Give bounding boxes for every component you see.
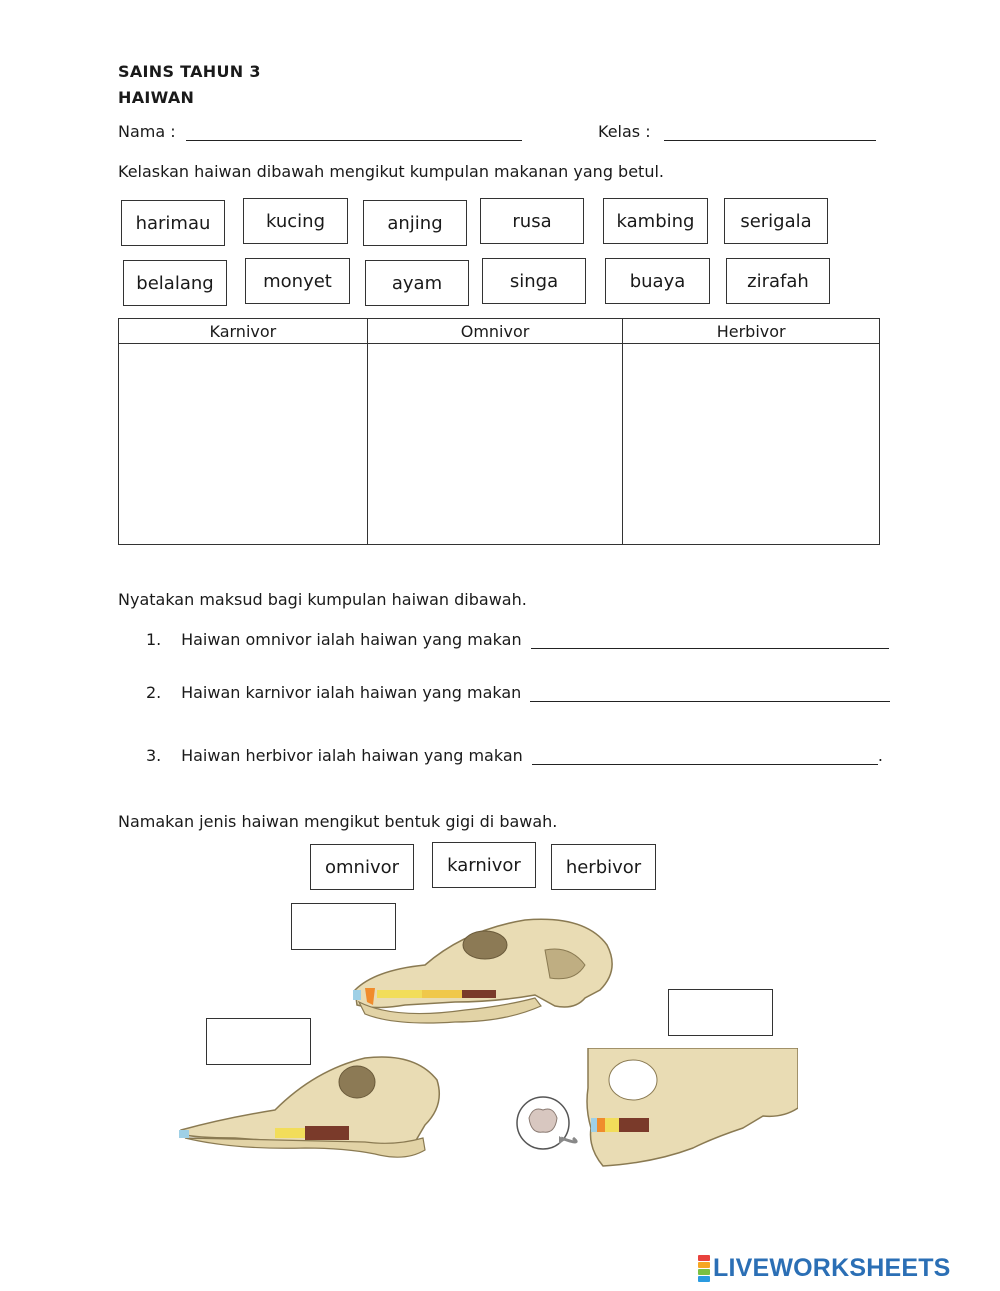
drop-zone-karnivor[interactable] [119, 344, 368, 545]
classification-table [118, 318, 880, 545]
question-number: 1. [146, 630, 162, 649]
classify-instruction: Kelaskan haiwan dibawah mengikut kumpulan makanan yang betul. [118, 162, 664, 181]
answer-field-karnivor[interactable] [530, 685, 890, 702]
question-number: 2. [146, 683, 162, 702]
animal-card-rusa[interactable]: rusa [480, 198, 584, 244]
header-herbivor: Herbivor [623, 319, 880, 344]
option-karnivor[interactable]: karnivor [432, 842, 536, 888]
answer-field-herbivor[interactable] [532, 748, 878, 765]
class-field[interactable] [664, 124, 876, 141]
logo-text: LIVEWORKSHEETS [713, 1254, 951, 1282]
animal-card-harimau[interactable]: harimau [121, 200, 225, 246]
logo-icon [698, 1255, 710, 1282]
question-1 [146, 630, 889, 649]
question-number: 3. [146, 746, 162, 765]
question-text: Haiwan omnivor ialah haiwan yang makan [181, 630, 522, 649]
liveworksheets-logo [698, 1254, 951, 1283]
option-omnivor[interactable]: omnivor [310, 844, 414, 890]
answer-box-human-skull[interactable] [668, 989, 773, 1036]
name-label: Nama : [118, 122, 176, 141]
animal-card-zirafah[interactable]: zirafah [726, 258, 830, 304]
omnivore-skull-illustration [493, 1048, 798, 1173]
teeth-instruction: Namakan jenis haiwan mengikut bentuk gigi di bawah. [118, 812, 558, 831]
animal-card-serigala[interactable]: serigala [724, 198, 828, 244]
animal-card-buaya[interactable]: buaya [605, 258, 710, 304]
definition-instruction: Nyatakan maksud bagi kumpulan haiwan dibawah. [118, 590, 527, 609]
answer-field-omnivor[interactable] [531, 632, 889, 649]
class-label: Kelas : [598, 122, 651, 141]
question-2 [146, 683, 890, 702]
animal-card-monyet[interactable]: monyet [245, 258, 350, 304]
animal-card-belalang[interactable]: belalang [123, 260, 227, 306]
worksheet-subject: SAINS TAHUN 3 [118, 62, 261, 81]
header-omnivor: Omnivor [367, 319, 623, 344]
animal-card-singa[interactable]: singa [482, 258, 586, 304]
animal-card-kambing[interactable]: kambing [603, 198, 708, 244]
drop-zone-omnivor[interactable] [367, 344, 623, 545]
option-herbivor[interactable]: herbivor [551, 844, 656, 890]
drop-zone-herbivor[interactable] [623, 344, 880, 545]
question-text: Haiwan herbivor ialah haiwan yang makan [181, 746, 523, 765]
worksheet-topic: HAIWAN [118, 88, 195, 107]
animal-card-ayam[interactable]: ayam [365, 260, 469, 306]
carnivore-skull-illustration [345, 910, 625, 1040]
question-3 [146, 746, 883, 765]
animal-card-anjing[interactable]: anjing [363, 200, 467, 246]
herbivore-skull-illustration [175, 1050, 445, 1170]
question-text: Haiwan karnivor ialah haiwan yang makan [181, 683, 522, 702]
animal-card-kucing[interactable]: kucing [243, 198, 348, 244]
name-field[interactable] [186, 124, 522, 141]
sentence-end: . [877, 746, 883, 765]
header-karnivor: Karnivor [119, 319, 368, 344]
